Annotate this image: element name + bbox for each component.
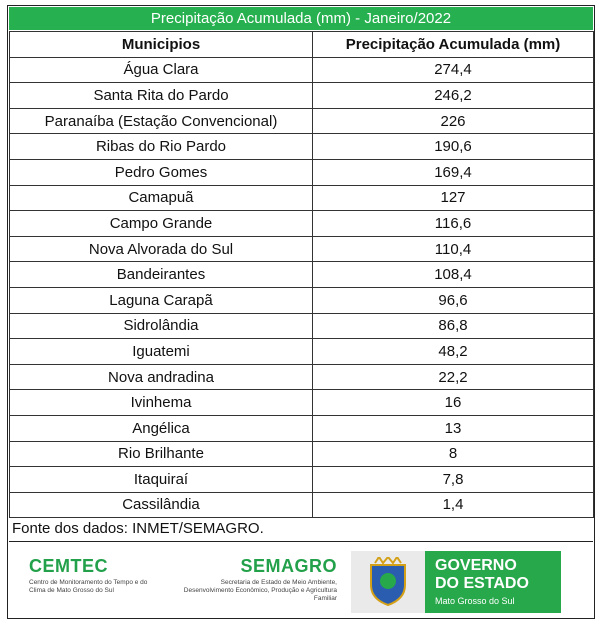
table-row <box>10 83 594 109</box>
municipio-cell: Rio Brilhante <box>10 441 313 467</box>
governo-logo <box>351 551 561 613</box>
header-municipios: Municipios <box>10 32 313 58</box>
table-row <box>10 287 594 313</box>
municipio-cell: Santa Rita do Pardo <box>10 83 313 109</box>
precipitacao-cell: 274,4 <box>313 57 594 83</box>
precipitacao-cell: 190,6 <box>313 134 594 160</box>
gov-line2: DO ESTADO <box>435 575 529 592</box>
municipio-cell: Iguatemi <box>10 339 313 365</box>
precipitacao-cell: 127 <box>313 185 594 211</box>
precipitacao-cell: 226 <box>313 108 594 134</box>
logo-footer <box>9 541 593 618</box>
semagro-subtitle: Secretaria de Estado de Meio Ambiente, Desenvolvimento Econômico, Produção e Agricultura Familiar <box>183 579 337 602</box>
precipitacao-cell: 96,6 <box>313 287 594 313</box>
table-row <box>10 467 594 493</box>
cemtec-subtitle: Centro de Monitoramento do Tempo e do Clima de Mato Grosso do Sul <box>29 579 148 594</box>
table-row <box>10 108 594 134</box>
municipio-cell: Bandeirantes <box>10 262 313 288</box>
precipitacao-cell: 108,4 <box>313 262 594 288</box>
table-body <box>10 57 594 518</box>
precipitacao-cell: 22,2 <box>313 364 594 390</box>
municipio-cell: Itaquiraí <box>10 467 313 493</box>
data-source-note: Fonte dos dados: INMET/SEMAGRO. <box>9 517 593 539</box>
precipitacao-cell: 48,2 <box>313 339 594 365</box>
municipio-cell: Camapuã <box>10 185 313 211</box>
precipitacao-cell: 1,4 <box>313 492 594 518</box>
table-row <box>10 339 594 365</box>
municipio-cell: Ribas do Rio Pardo <box>10 134 313 160</box>
table-title: Precipitação Acumulada (mm) - Janeiro/2022 <box>9 7 593 30</box>
table-row <box>10 57 594 83</box>
cemtec-logo <box>29 556 149 595</box>
municipio-cell: Cassilândia <box>10 492 313 518</box>
municipio-cell: Angélica <box>10 415 313 441</box>
table-row <box>10 390 594 416</box>
table-row <box>10 185 594 211</box>
precipitacao-cell: 86,8 <box>313 313 594 339</box>
table-row <box>10 364 594 390</box>
cemtec-name: CEMTEC <box>29 556 108 576</box>
semagro-logo <box>177 556 337 603</box>
municipio-cell: Campo Grande <box>10 211 313 237</box>
precipitacao-cell: 13 <box>313 415 594 441</box>
municipio-cell: Laguna Carapã <box>10 287 313 313</box>
municipio-cell: Nova andradina <box>10 364 313 390</box>
table-row <box>10 159 594 185</box>
precipitation-table <box>9 31 594 518</box>
municipio-cell: Nova Alvorada do Sul <box>10 236 313 262</box>
precipitacao-cell: 246,2 <box>313 83 594 109</box>
semagro-name: SEMAGRO <box>240 556 337 576</box>
table-row <box>10 313 594 339</box>
table-row <box>10 211 594 237</box>
state-crest-icon <box>351 551 425 613</box>
municipio-cell: Ivinhema <box>10 390 313 416</box>
precipitacao-cell: 110,4 <box>313 236 594 262</box>
header-precipitacao: Precipitação Acumulada (mm) <box>313 32 594 58</box>
table-row <box>10 236 594 262</box>
gov-line3: Mato Grosso do Sul <box>435 596 515 606</box>
precipitacao-cell: 116,6 <box>313 211 594 237</box>
precipitacao-cell: 8 <box>313 441 594 467</box>
table-header-row <box>10 32 594 58</box>
municipio-cell: Paranaíba (Estação Convencional) <box>10 108 313 134</box>
municipio-cell: Sidrolândia <box>10 313 313 339</box>
precipitacao-cell: 169,4 <box>313 159 594 185</box>
table-row <box>10 134 594 160</box>
municipio-cell: Água Clara <box>10 57 313 83</box>
precipitacao-cell: 16 <box>313 390 594 416</box>
table-row <box>10 441 594 467</box>
table-row <box>10 415 594 441</box>
gov-line1: GOVERNO <box>435 557 517 574</box>
precipitacao-cell: 7,8 <box>313 467 594 493</box>
table-row <box>10 492 594 518</box>
table-row <box>10 262 594 288</box>
municipio-cell: Pedro Gomes <box>10 159 313 185</box>
